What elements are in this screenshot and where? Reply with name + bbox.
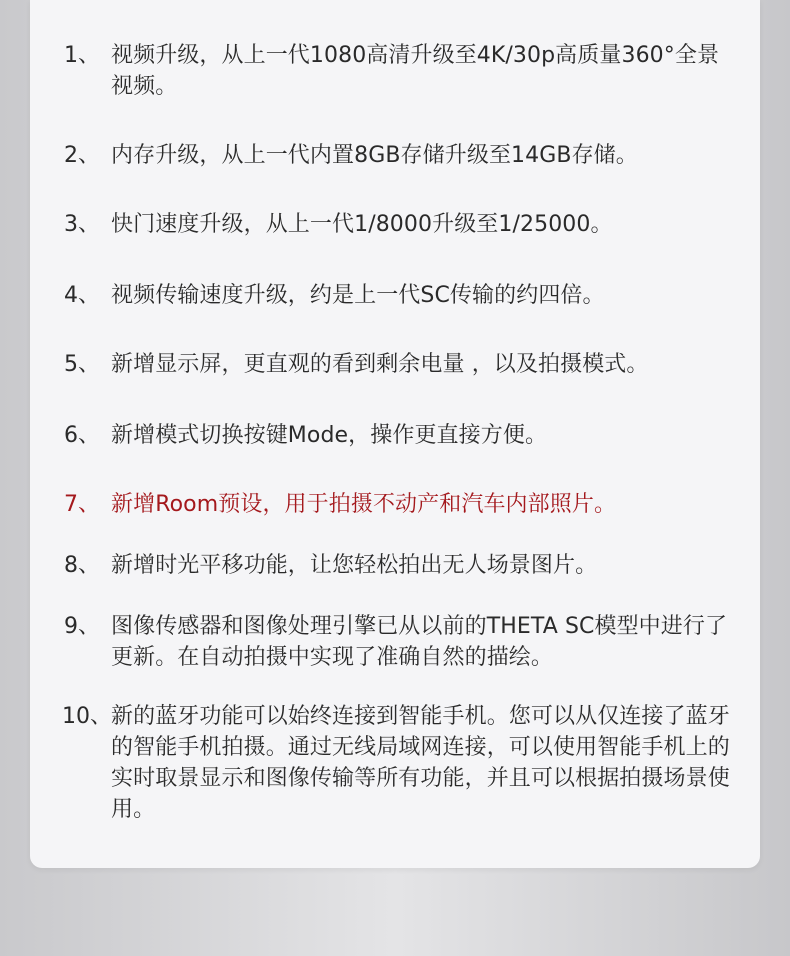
feature-text: 内存升级，从上一代内置8GB存储升级至14GB存储。 xyxy=(111,143,638,168)
feature-card xyxy=(30,0,760,868)
feature-text: 新增模式切换按键Mode，操作更直接方便。 xyxy=(111,423,548,448)
feature-number: 2、 xyxy=(64,143,100,168)
feature-number: 6、 xyxy=(64,423,100,448)
feature-text: 新增Room预设，用于拍摄不动产和汽车内部照片。 xyxy=(111,492,617,517)
feature-text: 新的蓝牙功能可以始终连接到智能手机。您可以从仅连接了蓝牙的智能手机拍摄。通过无线局域网连接，可以使用智能手机上的实时取景显示和图像传输等所有功能，并且可以根据拍摄场景使用。 xyxy=(111,704,730,822)
feature-number: 5、 xyxy=(64,352,100,377)
feature-text: 图像传感器和图像处理引擎已从以前的THETA SC模型中进行了更新。在自动拍摄中实现了准确自然的描绘。 xyxy=(111,614,728,670)
feature-text: 视频传输速度升级，约是上一代SC传输的约四倍。 xyxy=(111,283,605,308)
feature-number: 4、 xyxy=(64,283,100,308)
feature-number: 9、 xyxy=(64,614,100,639)
feature-number: 10、 xyxy=(62,704,112,729)
feature-text: 快门速度升级，从上一代1/8000升级至1/25000。 xyxy=(111,212,613,237)
feature-text: 新增时光平移功能，让您轻松拍出无人场景图片。 xyxy=(111,553,598,578)
feature-number: 7、 xyxy=(64,492,100,517)
feature-number: 3、 xyxy=(64,212,100,237)
feature-number: 1、 xyxy=(64,43,100,68)
feature-number: 8、 xyxy=(64,553,100,578)
feature-text: 新增显示屏，更直观的看到剩余电量 ，以及拍摄模式。 xyxy=(111,352,649,377)
feature-text: 视频升级，从上一代1080高清升级至4K/30p高质量360°全景视频。 xyxy=(111,43,720,99)
